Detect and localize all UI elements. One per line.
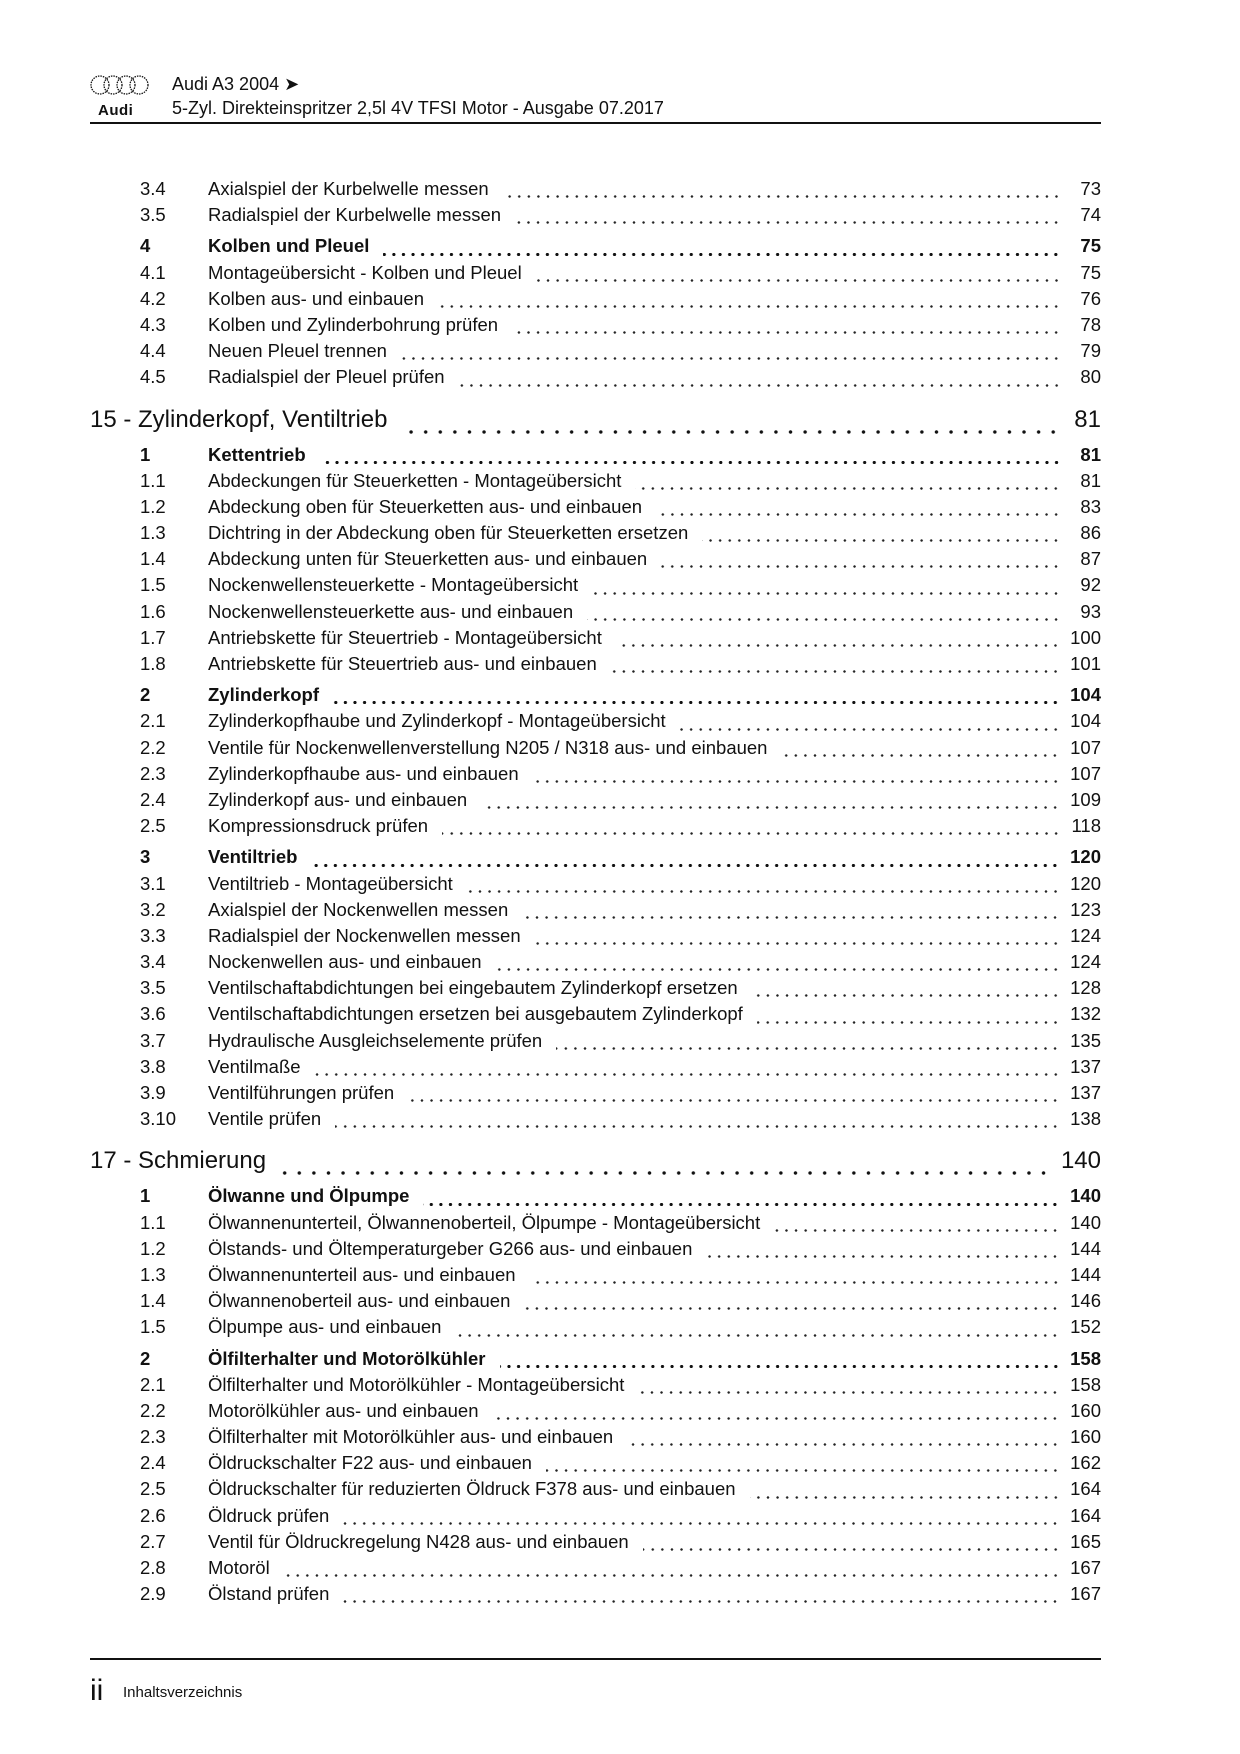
toc-title: Öldruck prüfen bbox=[208, 1504, 330, 1526]
toc-entry[interactable] bbox=[90, 1108, 1101, 1134]
toc-entry[interactable] bbox=[90, 470, 1101, 496]
toc-page: 158 bbox=[1070, 1347, 1101, 1369]
toc-page: 80 bbox=[1080, 366, 1101, 388]
dot-leader bbox=[315, 1073, 1061, 1076]
toc-number: 2.2 bbox=[140, 1399, 166, 1421]
toc-title: Motoröl bbox=[208, 1557, 270, 1578]
toc-page: 79 bbox=[1080, 340, 1101, 362]
toc-number: 3.1 bbox=[140, 872, 166, 894]
dot-leader bbox=[423, 1203, 1060, 1206]
toc-entry[interactable] bbox=[90, 873, 1101, 899]
toc-number: 3.10 bbox=[140, 1108, 177, 1130]
toc-number: 2 bbox=[140, 1347, 151, 1369]
toc-entry[interactable] bbox=[90, 1082, 1101, 1108]
dot-leader bbox=[311, 864, 1060, 867]
toc-entry[interactable] bbox=[90, 1030, 1101, 1056]
toc-page: 152 bbox=[1070, 1316, 1101, 1338]
toc-title: Ventilschaftabdichtungen ersetzen bei ausgebautem Zylinderkopf bbox=[208, 1003, 743, 1025]
toc-number: 2 bbox=[140, 684, 151, 706]
toc-number: 2.5 bbox=[140, 1478, 166, 1500]
toc-number: 1.2 bbox=[140, 495, 166, 517]
dot-leader bbox=[587, 618, 1061, 621]
toc-entry[interactable] bbox=[90, 574, 1101, 600]
toc-entry[interactable] bbox=[90, 1056, 1101, 1082]
toc-number: 1.3 bbox=[140, 1263, 166, 1285]
toc-entry[interactable] bbox=[90, 1426, 1101, 1452]
toc-page: 120 bbox=[1070, 872, 1101, 894]
toc-page: 124 bbox=[1070, 951, 1101, 973]
toc-title: Radialspiel der Kurbelwelle messen bbox=[208, 204, 502, 226]
toc-title: Kolben aus- und einbauen bbox=[208, 287, 425, 309]
toc-number: 3 bbox=[140, 846, 151, 868]
toc-title: Zylinderkopf bbox=[208, 684, 320, 706]
dot-leader bbox=[535, 942, 1061, 945]
toc-page: 140 bbox=[1060, 1147, 1101, 1175]
dot-leader bbox=[280, 1171, 1051, 1175]
toc-section[interactable] bbox=[90, 1348, 1101, 1374]
dot-leader bbox=[661, 565, 1061, 568]
toc-title: Ventilführungen prüfen bbox=[208, 1082, 395, 1103]
toc-page: 81 bbox=[1080, 443, 1101, 465]
toc-entry[interactable] bbox=[90, 288, 1101, 314]
toc-title: Nockenwellensteuerkette aus- und einbauen bbox=[208, 600, 574, 622]
toc-title: Öldruckschalter F22 aus- und einbauen bbox=[208, 1452, 532, 1474]
dot-leader bbox=[702, 539, 1061, 542]
toc-number: 3.9 bbox=[140, 1082, 166, 1103]
toc-entry[interactable] bbox=[90, 1452, 1101, 1478]
toc-title: Ventile prüfen bbox=[208, 1108, 322, 1130]
toc-page: 109 bbox=[1070, 788, 1101, 810]
toc-title: Hydraulische Ausgleichselemente prüfen bbox=[208, 1029, 543, 1051]
toc-title: Ölwanne und Ölpumpe bbox=[208, 1185, 410, 1207]
toc-number: 2.9 bbox=[140, 1583, 166, 1605]
toc-number: 1 bbox=[140, 443, 151, 465]
dot-leader bbox=[752, 994, 1060, 997]
toc-title: Ölstands- und Öltemperaturgeber G266 aus- und einbauen bbox=[208, 1237, 693, 1259]
dot-leader bbox=[530, 1281, 1061, 1284]
toc-title: Ölwannenoberteil aus- und einbauen bbox=[208, 1290, 511, 1312]
document-title: Audi A3 2004 ➤ bbox=[172, 74, 300, 94]
toc-number: 1.7 bbox=[140, 626, 166, 648]
toc-entry[interactable] bbox=[90, 314, 1101, 340]
toc-number: 3.6 bbox=[140, 1003, 166, 1025]
toc-page: 167 bbox=[1070, 1557, 1101, 1578]
dot-leader bbox=[515, 221, 1061, 224]
toc-title: Ölwannenunterteil, Ölwannenoberteil, Ölpumpe - Montageübersicht bbox=[208, 1211, 761, 1233]
toc-number: 4.1 bbox=[140, 261, 166, 283]
toc-page: 146 bbox=[1070, 1290, 1101, 1312]
toc-page: 92 bbox=[1080, 574, 1101, 596]
page-header bbox=[90, 72, 1101, 124]
toc-page: 107 bbox=[1070, 736, 1101, 758]
toc-title: Zylinderkopfhaube und Zylinderkopf - Montageübersicht bbox=[208, 710, 666, 732]
toc-number: 2.1 bbox=[140, 710, 166, 732]
toc-page: 73 bbox=[1080, 178, 1101, 199]
dot-leader bbox=[616, 644, 1060, 647]
dot-leader bbox=[638, 1391, 1060, 1394]
toc-number: 2.7 bbox=[140, 1530, 166, 1552]
toc-page: 137 bbox=[1070, 1082, 1101, 1103]
toc-page: 140 bbox=[1070, 1185, 1101, 1207]
toc-entry[interactable] bbox=[90, 653, 1101, 679]
dot-leader bbox=[556, 1047, 1060, 1050]
toc-section[interactable] bbox=[90, 444, 1101, 470]
toc-entry[interactable] bbox=[90, 548, 1101, 574]
toc-entry[interactable] bbox=[90, 1583, 1101, 1609]
page-number: ii bbox=[90, 1674, 104, 1707]
toc-page: 74 bbox=[1080, 204, 1101, 226]
dot-leader bbox=[680, 728, 1061, 731]
toc-page: 135 bbox=[1070, 1029, 1101, 1051]
toc-entry[interactable] bbox=[90, 1531, 1101, 1557]
toc-page: 104 bbox=[1070, 684, 1101, 706]
toc-number: 2.8 bbox=[140, 1557, 166, 1578]
toc-title: Ölfilterhalter und Motorölkühler - Montageübersicht bbox=[208, 1373, 625, 1395]
toc-title: Ventil für Öldruckregelung N428 aus- und einbauen bbox=[208, 1530, 629, 1552]
toc-title: Dichtring in der Abdeckung oben für Steuerketten ersetzen bbox=[208, 522, 689, 544]
toc-number: 2.5 bbox=[140, 815, 166, 837]
toc-number: 3.8 bbox=[140, 1055, 166, 1077]
dot-leader bbox=[467, 890, 1060, 893]
toc-title: Axialspiel der Nockenwellen messen bbox=[208, 898, 509, 920]
toc-title: Motorölkühler aus- und einbauen bbox=[208, 1399, 479, 1421]
toc-title: Antriebskette für Steuertrieb - Montageübersicht bbox=[208, 626, 602, 648]
toc-title: Ölstand prüfen bbox=[208, 1583, 330, 1605]
dot-leader bbox=[656, 513, 1061, 516]
toc-title: Ölpumpe aus- und einbauen bbox=[208, 1316, 442, 1338]
toc-number: 2.6 bbox=[140, 1504, 166, 1526]
toc-number: 1 bbox=[140, 1185, 151, 1207]
toc-page: 138 bbox=[1070, 1108, 1101, 1130]
toc-title: Ventiltrieb - Montageübersicht bbox=[208, 872, 453, 894]
toc-title: Abdeckungen für Steuerketten - Montageübersicht bbox=[208, 469, 622, 491]
toc-page: 100 bbox=[1070, 626, 1101, 648]
toc-page: 164 bbox=[1070, 1504, 1101, 1526]
toc-title: Neuen Pleuel trennen bbox=[208, 340, 387, 362]
toc-page: 104 bbox=[1070, 710, 1101, 732]
toc-number: 2.3 bbox=[140, 762, 166, 784]
dot-leader bbox=[750, 1496, 1061, 1499]
toc-chapter[interactable] bbox=[90, 1147, 1101, 1181]
toc-title: 17 - Schmierung bbox=[90, 1147, 267, 1175]
toc-entry[interactable] bbox=[90, 366, 1101, 392]
toc-page: 86 bbox=[1080, 522, 1101, 544]
toc-entry[interactable] bbox=[90, 815, 1101, 841]
toc-number: 3.5 bbox=[140, 204, 166, 226]
toc-title: Ölfilterhalter und Motorölkühler bbox=[208, 1347, 486, 1369]
dot-leader bbox=[438, 305, 1061, 308]
document-subtitle: 5-Zyl. Direkteinspritzer 2,5l 4V TFSI Motor - Ausgabe 07.2017 bbox=[172, 98, 664, 118]
dot-leader bbox=[408, 1099, 1060, 1102]
toc-page: 118 bbox=[1071, 815, 1101, 837]
toc-entry[interactable] bbox=[90, 204, 1101, 230]
toc-section[interactable] bbox=[90, 1185, 1101, 1211]
dot-leader bbox=[343, 1600, 1060, 1603]
dot-leader bbox=[524, 1307, 1060, 1310]
toc-title: Axialspiel der Kurbelwelle messen bbox=[208, 178, 489, 199]
toc-number: 1.5 bbox=[140, 1316, 166, 1338]
toc-page: 167 bbox=[1070, 1583, 1101, 1605]
toc-entry[interactable] bbox=[90, 977, 1101, 1003]
dot-leader bbox=[333, 701, 1060, 704]
toc-page: 81 bbox=[1080, 469, 1101, 491]
toc-title: Ventilmaße bbox=[208, 1055, 301, 1077]
toc-page: 87 bbox=[1080, 548, 1101, 570]
toc-title: Ölfilterhalter mit Motorölkühler aus- und einbauen bbox=[208, 1426, 614, 1448]
dot-leader bbox=[706, 1255, 1060, 1258]
toc-title: Ventile für Nockenwellenverstellung N205 / N318 aus- und einbauen bbox=[208, 736, 768, 758]
toc-number: 1.6 bbox=[140, 600, 166, 622]
dot-leader bbox=[320, 461, 1061, 464]
toc-page: 165 bbox=[1070, 1530, 1101, 1552]
toc-number: 2.4 bbox=[140, 1452, 166, 1474]
toc-number: 1.5 bbox=[140, 574, 166, 596]
toc-entry[interactable] bbox=[90, 710, 1101, 736]
toc-title: Zylinderkopfhaube aus- und einbauen bbox=[208, 762, 519, 784]
toc-title: Montageübersicht - Kolben und Pleuel bbox=[208, 261, 522, 283]
toc-page: 75 bbox=[1080, 235, 1101, 257]
toc-title: Kompressionsdruck prüfen bbox=[208, 815, 429, 837]
toc-number: 1.4 bbox=[140, 548, 166, 570]
dot-leader bbox=[401, 430, 1061, 434]
dot-leader bbox=[455, 1334, 1060, 1337]
dot-leader bbox=[533, 780, 1061, 783]
toc-title: Radialspiel der Nockenwellen messen bbox=[208, 924, 521, 946]
table-of-contents bbox=[90, 178, 1101, 1609]
dot-leader bbox=[592, 592, 1061, 595]
toc-page: 128 bbox=[1070, 977, 1101, 999]
toc-number: 1.4 bbox=[140, 1290, 166, 1312]
toc-number: 4.5 bbox=[140, 366, 166, 388]
dot-leader bbox=[500, 1365, 1061, 1368]
toc-page: 144 bbox=[1070, 1237, 1101, 1259]
toc-number: 2.4 bbox=[140, 788, 166, 810]
toc-number: 2.1 bbox=[140, 1373, 166, 1395]
toc-page: 107 bbox=[1070, 762, 1101, 784]
dot-leader bbox=[643, 1548, 1060, 1551]
dot-leader bbox=[492, 1417, 1060, 1420]
toc-entry[interactable] bbox=[90, 1478, 1101, 1504]
dot-leader bbox=[459, 384, 1061, 387]
toc-entry[interactable] bbox=[90, 601, 1101, 627]
toc-entry[interactable] bbox=[90, 1264, 1101, 1290]
toc-entry[interactable] bbox=[90, 1212, 1101, 1238]
dot-leader bbox=[774, 1229, 1060, 1232]
toc-title: Radialspiel der Pleuel prüfen bbox=[208, 366, 445, 388]
toc-entry[interactable] bbox=[90, 737, 1101, 763]
toc-number: 3.5 bbox=[140, 977, 166, 999]
toc-title: Öldruckschalter für reduzierten Öldruck F378 aus- und einbauen bbox=[208, 1478, 736, 1500]
toc-page: 124 bbox=[1070, 924, 1101, 946]
dot-leader bbox=[335, 1125, 1060, 1128]
toc-page: 76 bbox=[1080, 287, 1101, 309]
toc-page: 137 bbox=[1070, 1055, 1101, 1077]
toc-entry[interactable] bbox=[90, 262, 1101, 288]
dot-leader bbox=[496, 968, 1061, 971]
toc-number: 4.4 bbox=[140, 340, 166, 362]
dot-leader bbox=[627, 1443, 1060, 1446]
toc-title: Kolben und Zylinderbohrung prüfen bbox=[208, 313, 499, 335]
toc-title: Antriebskette für Steuertrieb aus- und einbauen bbox=[208, 653, 597, 674]
toc-section[interactable] bbox=[90, 846, 1101, 872]
toc-entry[interactable] bbox=[90, 763, 1101, 789]
dot-leader bbox=[611, 670, 1060, 673]
toc-number: 1.1 bbox=[140, 1211, 166, 1233]
toc-entry[interactable] bbox=[90, 1400, 1101, 1426]
dot-leader bbox=[284, 1574, 1060, 1577]
toc-chapter[interactable] bbox=[90, 406, 1101, 440]
toc-number: 1.1 bbox=[140, 469, 166, 491]
toc-title: Kolben und Pleuel bbox=[208, 235, 370, 257]
toc-page: 132 bbox=[1070, 1003, 1101, 1025]
toc-number: 3.7 bbox=[140, 1029, 166, 1051]
footer-label: Inhaltsverzeichnis bbox=[123, 1684, 243, 1701]
toc-entry[interactable] bbox=[90, 1316, 1101, 1342]
toc-entry[interactable] bbox=[90, 1557, 1101, 1583]
dot-leader bbox=[635, 487, 1061, 490]
toc-page: 123 bbox=[1070, 898, 1101, 920]
toc-entry[interactable] bbox=[90, 925, 1101, 951]
dot-leader bbox=[522, 916, 1060, 919]
toc-page: 81 bbox=[1074, 405, 1101, 433]
toc-section[interactable] bbox=[90, 235, 1101, 261]
dot-leader bbox=[781, 754, 1060, 757]
toc-entry[interactable] bbox=[90, 951, 1101, 977]
toc-number: 1.2 bbox=[140, 1237, 166, 1259]
toc-title: Ölwannenunterteil aus- und einbauen bbox=[208, 1263, 516, 1285]
toc-number: 3.3 bbox=[140, 924, 166, 946]
dot-leader bbox=[383, 253, 1061, 256]
toc-title: Ventiltrieb bbox=[208, 846, 298, 868]
toc-page: 120 bbox=[1070, 846, 1101, 868]
dot-leader bbox=[503, 195, 1061, 198]
toc-title: Nockenwellen aus- und einbauen bbox=[208, 951, 482, 973]
toc-page: 83 bbox=[1080, 495, 1101, 517]
toc-number: 3.4 bbox=[140, 951, 166, 973]
toc-entry[interactable] bbox=[90, 1238, 1101, 1264]
toc-section[interactable] bbox=[90, 684, 1101, 710]
toc-title: Zylinderkopf aus- und einbauen bbox=[208, 788, 468, 810]
dot-leader bbox=[757, 1021, 1060, 1024]
toc-entry[interactable] bbox=[90, 178, 1101, 204]
toc-entry[interactable] bbox=[90, 1374, 1101, 1400]
toc-page: 75 bbox=[1080, 261, 1101, 283]
toc-number: 4.3 bbox=[140, 313, 166, 335]
toc-entry[interactable] bbox=[90, 1290, 1101, 1316]
toc-title: Abdeckung unten für Steuerketten aus- und einbauen bbox=[208, 548, 648, 570]
dot-leader bbox=[512, 331, 1061, 334]
toc-entry[interactable] bbox=[90, 496, 1101, 522]
toc-title: Abdeckung oben für Steuerketten aus- und einbauen bbox=[208, 495, 643, 517]
toc-page: 144 bbox=[1070, 1263, 1101, 1285]
dot-leader bbox=[442, 832, 1061, 835]
toc-number: 2.2 bbox=[140, 736, 166, 758]
toc-entry[interactable] bbox=[90, 627, 1101, 653]
toc-title: Kettentrieb bbox=[208, 443, 306, 465]
toc-number: 1.3 bbox=[140, 522, 166, 544]
toc-title: Nockenwellensteuerkette - Montageübersicht bbox=[208, 574, 579, 596]
toc-page: 93 bbox=[1080, 600, 1101, 622]
dot-leader bbox=[481, 806, 1060, 809]
toc-page: 160 bbox=[1070, 1426, 1101, 1448]
toc-entry[interactable] bbox=[90, 1003, 1101, 1029]
toc-page: 78 bbox=[1080, 313, 1101, 335]
dot-leader bbox=[546, 1469, 1060, 1472]
toc-page: 101 bbox=[1070, 653, 1101, 674]
dot-leader bbox=[536, 279, 1061, 282]
toc-number: 2.3 bbox=[140, 1426, 166, 1448]
toc-entry[interactable] bbox=[90, 789, 1101, 815]
dot-leader bbox=[401, 357, 1061, 360]
toc-entry[interactable] bbox=[90, 899, 1101, 925]
toc-entry[interactable] bbox=[90, 1505, 1101, 1531]
audi-wordmark: Audi bbox=[98, 102, 134, 119]
toc-page: 160 bbox=[1070, 1399, 1101, 1421]
toc-number: 1.8 bbox=[140, 653, 166, 674]
toc-number: 3.2 bbox=[140, 898, 166, 920]
footer-divider bbox=[90, 1658, 1101, 1660]
audi-rings-logo bbox=[90, 74, 150, 96]
dot-leader bbox=[343, 1522, 1060, 1525]
toc-entry[interactable] bbox=[90, 522, 1101, 548]
toc-entry[interactable] bbox=[90, 340, 1101, 366]
toc-number: 3.4 bbox=[140, 178, 166, 199]
toc-title: Ventilschaftabdichtungen bei eingebautem Zylinderkopf ersetzen bbox=[208, 977, 738, 999]
toc-title: 15 - Zylinderkopf, Ventiltrieb bbox=[90, 405, 388, 433]
toc-page: 140 bbox=[1070, 1211, 1101, 1233]
toc-number: 4 bbox=[140, 235, 151, 257]
toc-page: 158 bbox=[1070, 1373, 1101, 1395]
toc-page: 164 bbox=[1070, 1478, 1101, 1500]
toc-page: 162 bbox=[1070, 1452, 1101, 1474]
toc-number: 4.2 bbox=[140, 287, 166, 309]
